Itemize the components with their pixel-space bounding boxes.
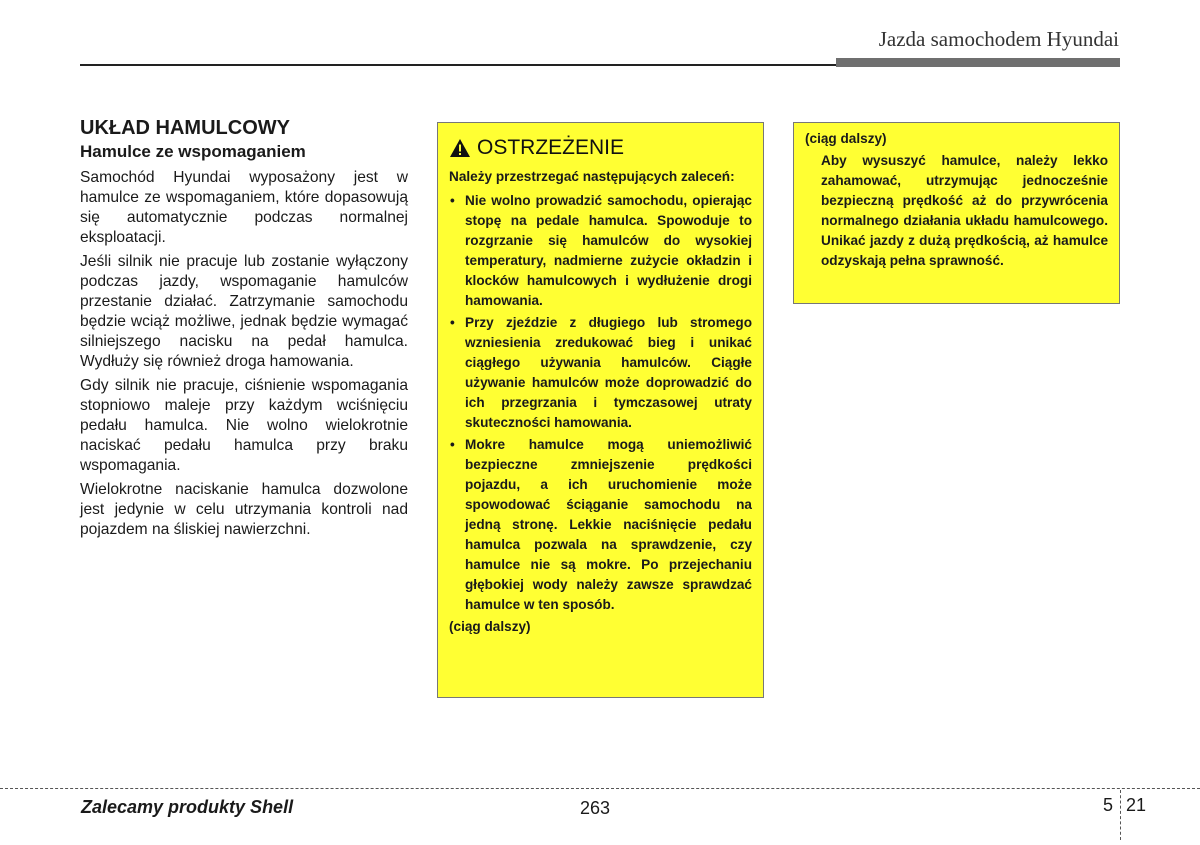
warning-intro: Należy przestrzegać następujących zaleceń:: [449, 169, 735, 184]
warning-triangle-icon: [449, 138, 471, 158]
paragraph: Samochód Hyundai wyposażony jest w hamulce ze wspomaganiem, które dopasowują się automatycznie podczas normalnej eksploatacji.: [80, 169, 408, 246]
footer-page-number: 263: [580, 798, 611, 818]
section-subtitle: Hamulce ze wspomaganiem: [80, 142, 306, 161]
warning-title: OSTRZEŻENIE: [477, 136, 625, 159]
continued-text: Aby wysuszyć hamulce, należy lekko zahamować, utrzymując jednocześnie bezpieczną prędkość aż do przywrócenia normalnego działania układu hamulcowego. Unikać jazdy z dużą prędkością, aż hamulce odzyskają pełna sprawność.: [821, 153, 1108, 268]
list-item: • Przy zjeździe z długiego lub stromego wzniesienia zredukować bieg i unikać ciągłego używania hamulców. Ciągłe używanie hamulców może doprowadzić do ich przegrzania i tymczasowej utraty skuteczności hamowania.: [449, 313, 752, 433]
paragraph: Jeśli silnik nie pracuje lub zostanie wyłączony podczas jazdy, wspomaganie hamulców przestanie działać. Zatrzymanie samochodu będzie wciąż możliwe, jednak będzie wymagać silniejszego nacisku na pedał hamulca. Wydłuży się również droga hamowania.: [80, 253, 408, 370]
footer-separator: [1120, 790, 1121, 840]
continued-box: [793, 122, 1120, 304]
header-rule: [80, 64, 836, 66]
paragraph: Gdy silnik nie pracuje, ciśnienie wspomagania stopniowo maleje przy każdym wciśnięciu pedału hamulca. Nie wolno wielokrotnie naciskać pedału hamulca przy braku wspomagania.: [80, 377, 408, 474]
footer-sponsor-text: Zalecamy produkty Shell: [81, 797, 294, 817]
header-bar: [836, 58, 1120, 67]
section-title: UKŁAD HAMULCOWY: [80, 117, 290, 139]
continued-label: (ciąg dalszy): [805, 131, 887, 146]
header-title: Jazda samochodem Hyundai: [878, 27, 1119, 51]
footer-chapter-page: 21: [1126, 795, 1147, 815]
paragraph: Wielokrotne naciskanie hamulca dozwolone jest jedynie w celu utrzymania kontroli nad pojazdem na śliskiej nawierzchni.: [80, 481, 408, 538]
list-item: • Nie wolno prowadzić samochodu, opierając stopę na pedale hamulca. Spowoduje to rozgrzanie się hamulców do wysokiej temperatury, nadmierne zużycie okładzin i klocków hamulcowych i wydłużenie drogi hamowania.: [449, 191, 752, 311]
warning-header: [449, 131, 752, 165]
footer-divider: [0, 788, 1200, 789]
warning-list: [449, 191, 752, 615]
list-item: • Mokre hamulce mogą uniemożliwić bezpieczne zmniejszenie prędkości pojazdu, a ich uruchomienie może spowodować ściąganie samochodu na jedną stronę. Lekkie naciśnięcie pedału hamulca pozwala na sprawdzenie, czy hamulce nie są mokre. Po przejechaniu głębokiej wody należy zawsze sprawdzać hamulce w ten sposób.: [449, 435, 752, 615]
warning-box: [437, 122, 764, 698]
left-column: [80, 116, 408, 544]
warning-continued-label: (ciąg dalszy): [449, 619, 531, 634]
footer-chapter-number: 5: [1103, 795, 1114, 815]
